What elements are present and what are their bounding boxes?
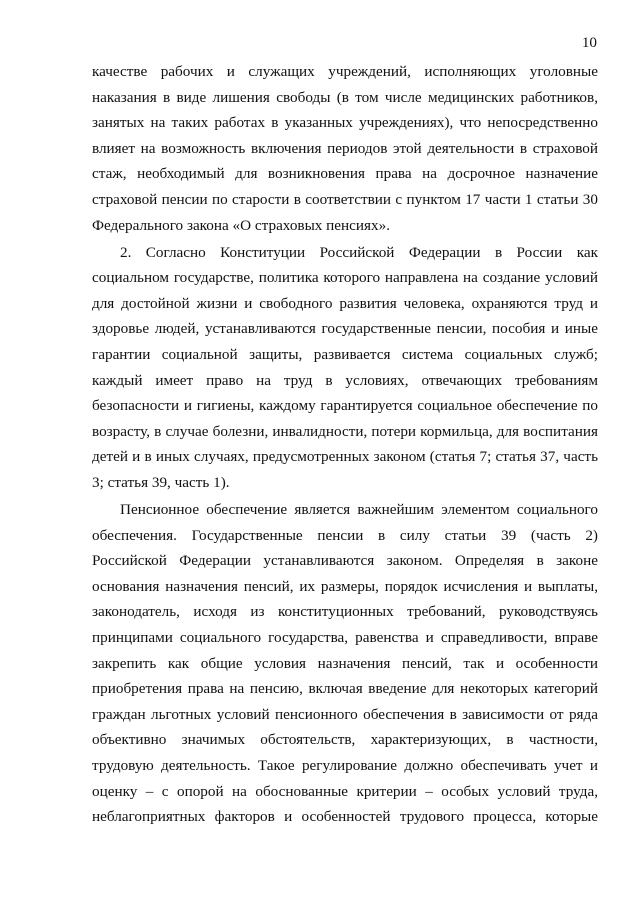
text-line: трудовую деятельность. Такое регулирование должно обеспечивать учет и	[92, 757, 598, 775]
text-line: детей и в иных случаях, предусмотренных законом (статья 7; статья 37, часть	[92, 448, 598, 466]
text-line: занятых на таких работах в указанных учреждениях), что непосредственно	[92, 114, 598, 132]
text-line: Российской Федерации устанавливаются законом. Определяя в законе	[92, 552, 598, 570]
page-number: 10	[581, 34, 597, 51]
text-line: стаж, необходимый для возникновения права на досрочное назначение	[92, 165, 598, 183]
document-body	[92, 59, 598, 830]
text-line: гарантии социальной защиты, развивается система социальных служб;	[92, 346, 598, 364]
paragraph	[92, 59, 598, 238]
text-line: здоровье людей, устанавливаются государственные пенсии, пособия и иные	[92, 320, 598, 338]
text-line: основания назначения пенсий, их размеры, порядок исчисления и выплаты,	[92, 577, 598, 595]
text-line: влияет на возможность включения периодов этой деятельности в страховой	[92, 139, 598, 157]
text-line: 3; статья 39, часть 1).	[92, 474, 230, 491]
text-line: принципами социального государства, равенства и справедливости, вправе	[92, 629, 598, 647]
paragraph	[92, 240, 598, 496]
text-line: социальном государстве, политика которого направлена на создание условий	[92, 269, 598, 287]
text-line: объективно значимых обстоятельств, характеризующих, в частности,	[92, 731, 598, 749]
text-line: наказания в виде лишения свободы (в том числе медицинских работников,	[92, 88, 598, 106]
text-line: приобретения права на пенсию, включая введение для некоторых категорий	[92, 680, 598, 698]
text-line: законодатель, исходя из конституционных требований, руководствуясь	[92, 603, 598, 621]
text-line: Пенсионное обеспечение является важнейшим элементом социального	[120, 501, 598, 519]
text-line: обеспечения. Государственные пенсии в силу статьи 39 (часть 2)	[92, 526, 598, 544]
text-line: граждан льготных условий пенсионного обеспечения в зависимости от ряда	[92, 705, 598, 723]
text-line: качестве рабочих и служащих учреждений, исполняющих уголовные	[92, 63, 598, 80]
text-line: неблагоприятных факторов и особенностей трудового процесса, которые	[92, 808, 598, 826]
text-line: безопасности и гигиены, каждому гарантируется социальное обеспечение по	[92, 397, 598, 415]
text-line: страховой пенсии по старости в соответствии с пунктом 17 части 1 статьи 30	[92, 190, 598, 208]
text-line: закрепить как общие условия назначения пенсий, так и особенности	[92, 654, 598, 672]
paragraph	[92, 497, 598, 830]
text-line: для достойной жизни и свободного развития человека, охраняются труд и	[92, 294, 598, 312]
text-line: 2. Согласно Конституции Российской Федерации в России как	[120, 243, 598, 261]
text-line: Федерального закона «О страховых пенсиях».	[92, 216, 391, 234]
text-line: возрасту, в случае болезни, инвалидности, потери кормильца, для воспитания	[92, 422, 598, 440]
text-line: каждый имеет право на труд в условиях, отвечающих требованиям	[92, 371, 598, 389]
text-line: оценку – с опорой на обоснованные критерии – особых условий труда,	[92, 782, 598, 800]
